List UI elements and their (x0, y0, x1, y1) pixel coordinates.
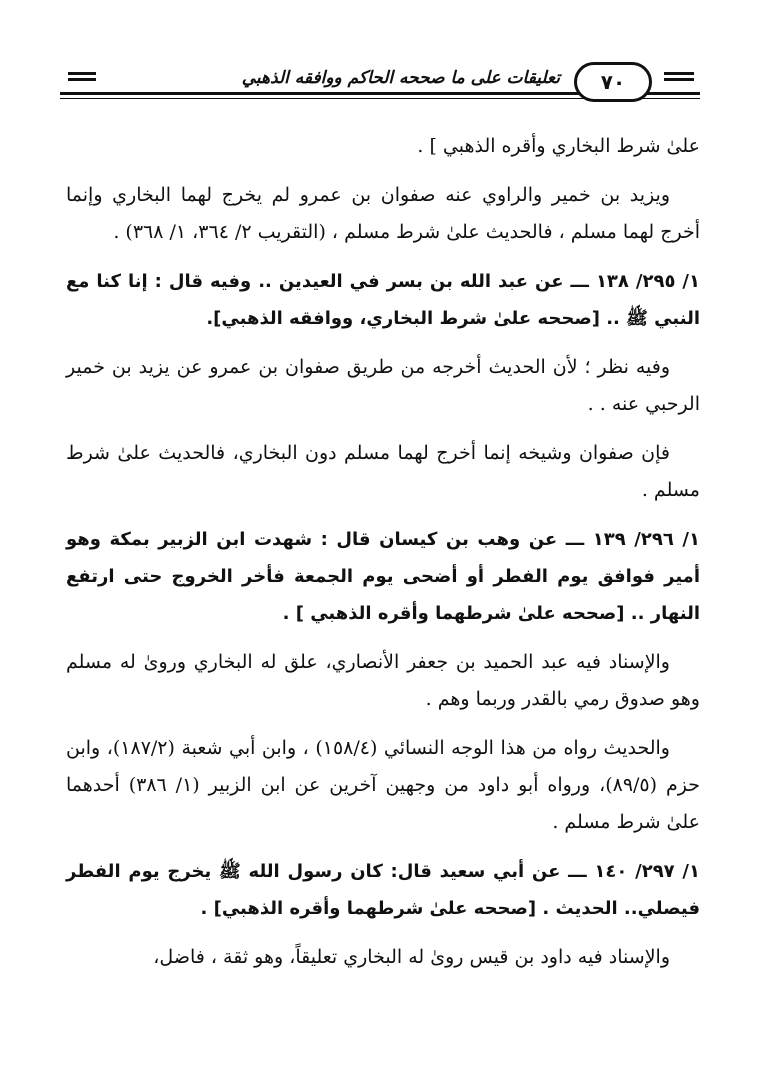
hadith-entry-138: ١/ ٢٩٥/ ١٣٨ ـــ عن عبد الله بن بسر في العيدين .. وفيه قال : إنا كنا مع النبي ﷺ .. [صححه علىٰ شرط البخاري، ووافقه الذهبي]. (66, 271, 700, 329)
running-title: تعليقات على ما صححه الحاكم ووافقه الذهبي (241, 68, 560, 88)
hadith-entry-140: ١/ ٢٩٧/ ١٤٠ ـــ عن أبي سعيد قال: كان رسول الله ﷺ يخرج يوم الفطر فيصلي.. الحديث . [صححه علىٰ شرطهما وأقره الذهبي] . (66, 861, 701, 919)
paragraph-commentary: والإسناد فيه داود بن قيس روىٰ له البخاري تعليقاً، وهو ثقة ، فاضل، (153, 946, 670, 968)
page-body (66, 128, 700, 988)
page-number: ٧٠ (574, 62, 652, 102)
hadith-entry-139: ١/ ٢٩٦/ ١٣٩ ـــ عن وهب بن كيسان قال : شهدت ابن الزبير بمكة وهو أمير فوافق يوم الفطر أو أضحى يوم الجمعة فأخر الخروج حتى ارتفع النهار .. [صححه علىٰ شرطهما وأقره الذهبي ] . (66, 529, 700, 624)
header-ornament-left (68, 72, 96, 86)
paragraph-commentary: وفيه نظر ؛ لأن الحديث أخرجه من طريق صفوان بن عمرو عن يزيد بن خمير الرحبي عنه . . (66, 356, 700, 415)
paragraph-continuation: علىٰ شرط البخاري وأقره الذهبي ] . (417, 135, 700, 157)
page-header (60, 62, 700, 102)
header-ornament-right (664, 72, 694, 84)
paragraph-commentary: فإن صفوان وشيخه إنما أخرج لهما مسلم دون البخاري، فالحديث علىٰ شرط مسلم . (66, 442, 700, 501)
paragraph-commentary: والحديث رواه من هذا الوجه النسائي (١٥٨/٤) ، وابن أبي شعبة (١٨٧/٢)، وابن حزم (٨٩/٥)، ورواه أبو داود من وجهين آخرين عن ابن الزبير (١/ ٣٨٦) أحدهما علىٰ شرط مسلم . (66, 737, 700, 833)
paragraph-commentary: والإسناد فيه عبد الحميد بن جعفر الأنصاري، علق له البخاري وروىٰ له مسلم وهو صدوق رمي بالقدر وربما وهم . (66, 651, 700, 710)
paragraph-commentary: ويزيد بن خمير والراوي عنه صفوان بن عمرو لم يخرج لهما البخاري وإنما أخرج لهما مسلم ، فالحديث علىٰ شرط مسلم ، (التقريب ٢/ ٣٦٤، ١/ ٣٦٨) . (66, 184, 700, 243)
